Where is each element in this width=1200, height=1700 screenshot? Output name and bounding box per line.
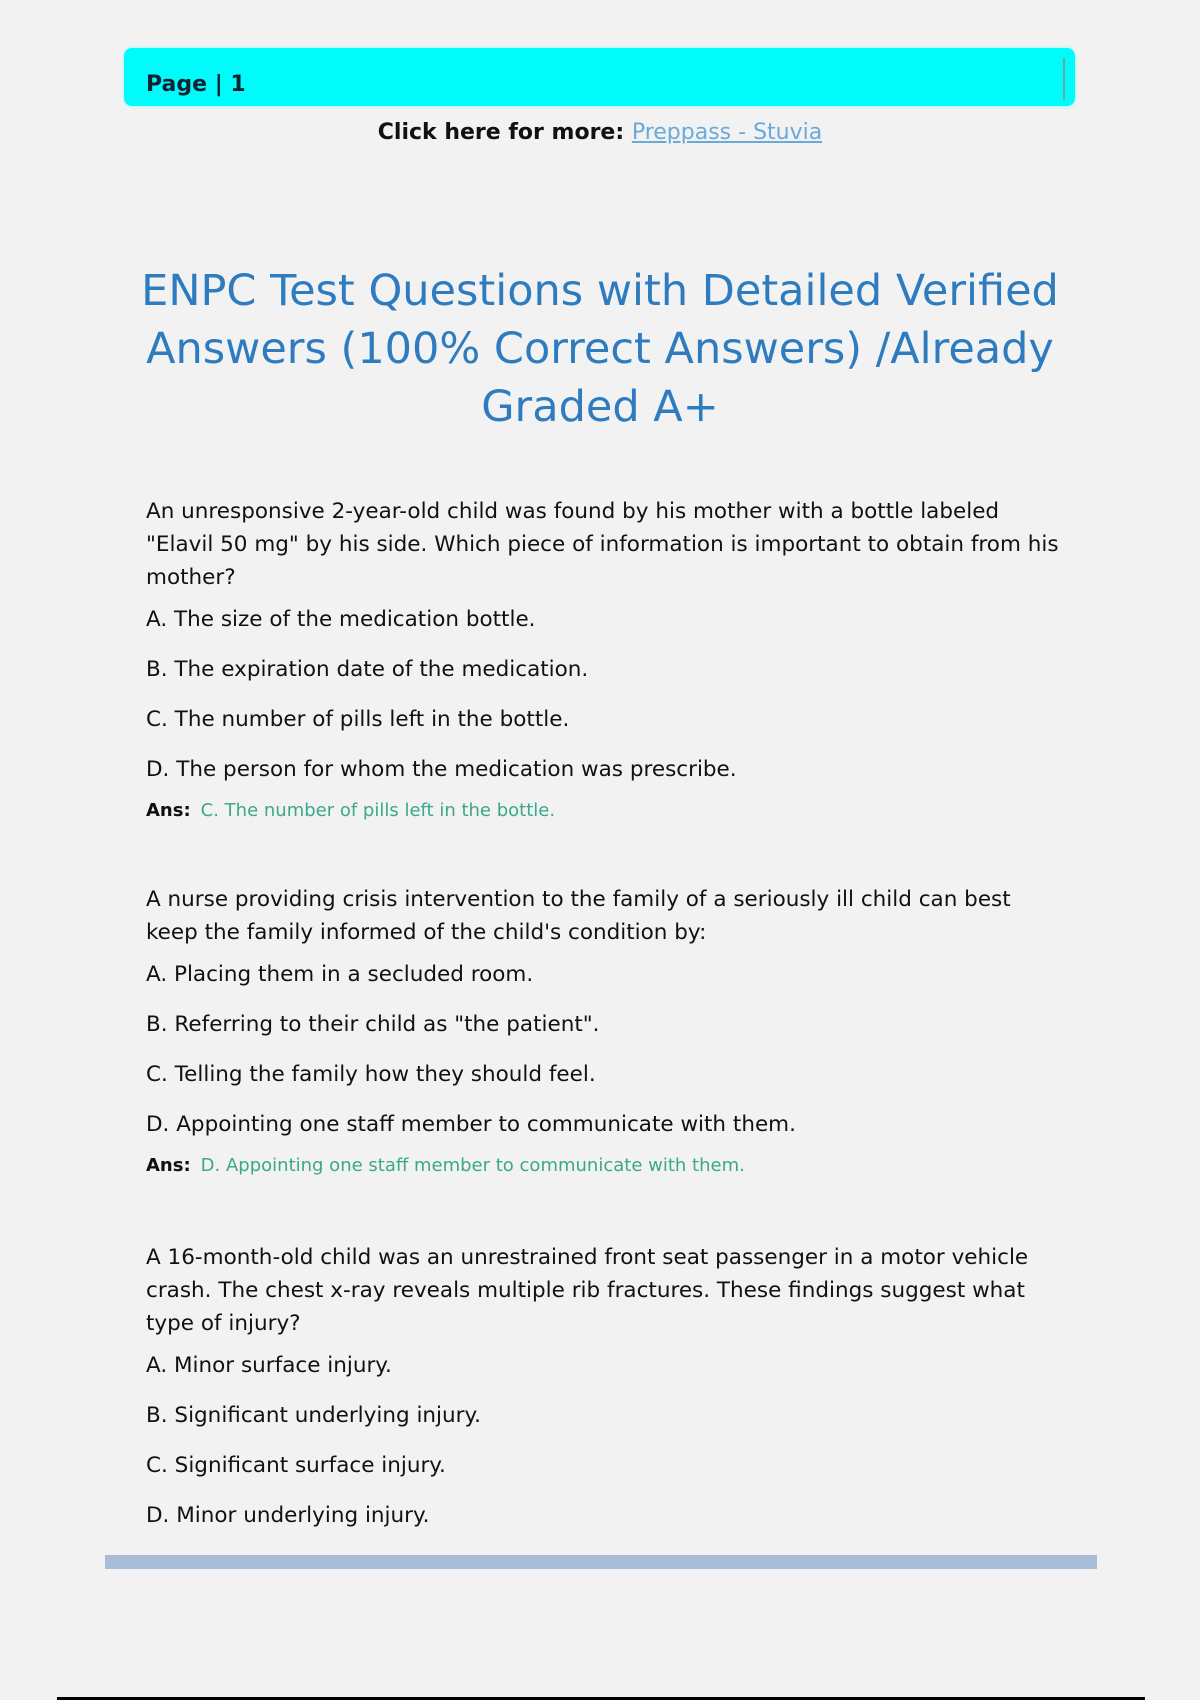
option-c: C. Telling the family how they should feel.: [146, 1062, 596, 1087]
answer-value: D. Appointing one staff member to communicate with them.: [200, 1155, 745, 1176]
option-b: B. The expiration date of the medication.: [146, 657, 589, 682]
option-a: A. Placing them in a secluded room.: [146, 962, 534, 987]
answer-label: Ans:: [146, 800, 191, 821]
question-stem: A 16-month-old child was an unrestrained front seat passenger in a motor vehicle crash. The chest x-ray reveals multiple rib fractures. These findings suggest what type of injury?: [146, 1245, 1029, 1336]
page-header-bar: [124, 48, 1075, 106]
preppass-stuvia-link[interactable]: Preppass - Stuvia: [631, 120, 823, 145]
document-title: ENPC Test Questions with Detailed Verified Answers (100% Correct Answers) /Already Graded A+: [141, 266, 1059, 432]
header-inner-frame: [134, 58, 1065, 100]
answer-value: C. The number of pills left in the bottle.: [200, 800, 556, 821]
answer-line: [146, 1155, 1066, 1176]
question-2: [146, 883, 1066, 1176]
option-b: B. Referring to their child as "the patient".: [146, 1012, 600, 1037]
option-d: D. Minor underlying injury.: [146, 1503, 430, 1528]
footer-divider-bar: [105, 1555, 1097, 1569]
option-d: D. The person for whom the medication was prescribe.: [146, 757, 737, 782]
question-stem: An unresponsive 2-year-old child was found by his mother with a bottle labeled "Elavil 50 mg" by his side. Which piece of information is important to obtain from his mother?: [146, 499, 1059, 590]
option-a: A. Minor surface injury.: [146, 1353, 392, 1378]
question-3: [146, 1241, 1066, 1554]
question-1: [146, 495, 1066, 821]
more-link-line: [0, 120, 1200, 145]
question-stem: A nurse providing crisis intervention to the family of a seriously ill child can best keep the family informed of the child's condition by:: [146, 887, 1011, 945]
option-a: A. The size of the medication bottle.: [146, 607, 536, 632]
page-number: Page | 1: [146, 72, 246, 97]
option-d: D. Appointing one staff member to communicate with them.: [146, 1112, 796, 1137]
option-c: C. Significant surface injury.: [146, 1453, 446, 1478]
option-c: C. The number of pills left in the bottle.: [146, 707, 570, 732]
answer-label: Ans:: [146, 1155, 191, 1176]
more-label: Click here for more:: [377, 120, 625, 145]
option-b: B. Significant underlying injury.: [146, 1403, 481, 1428]
answer-line: [146, 800, 1066, 821]
